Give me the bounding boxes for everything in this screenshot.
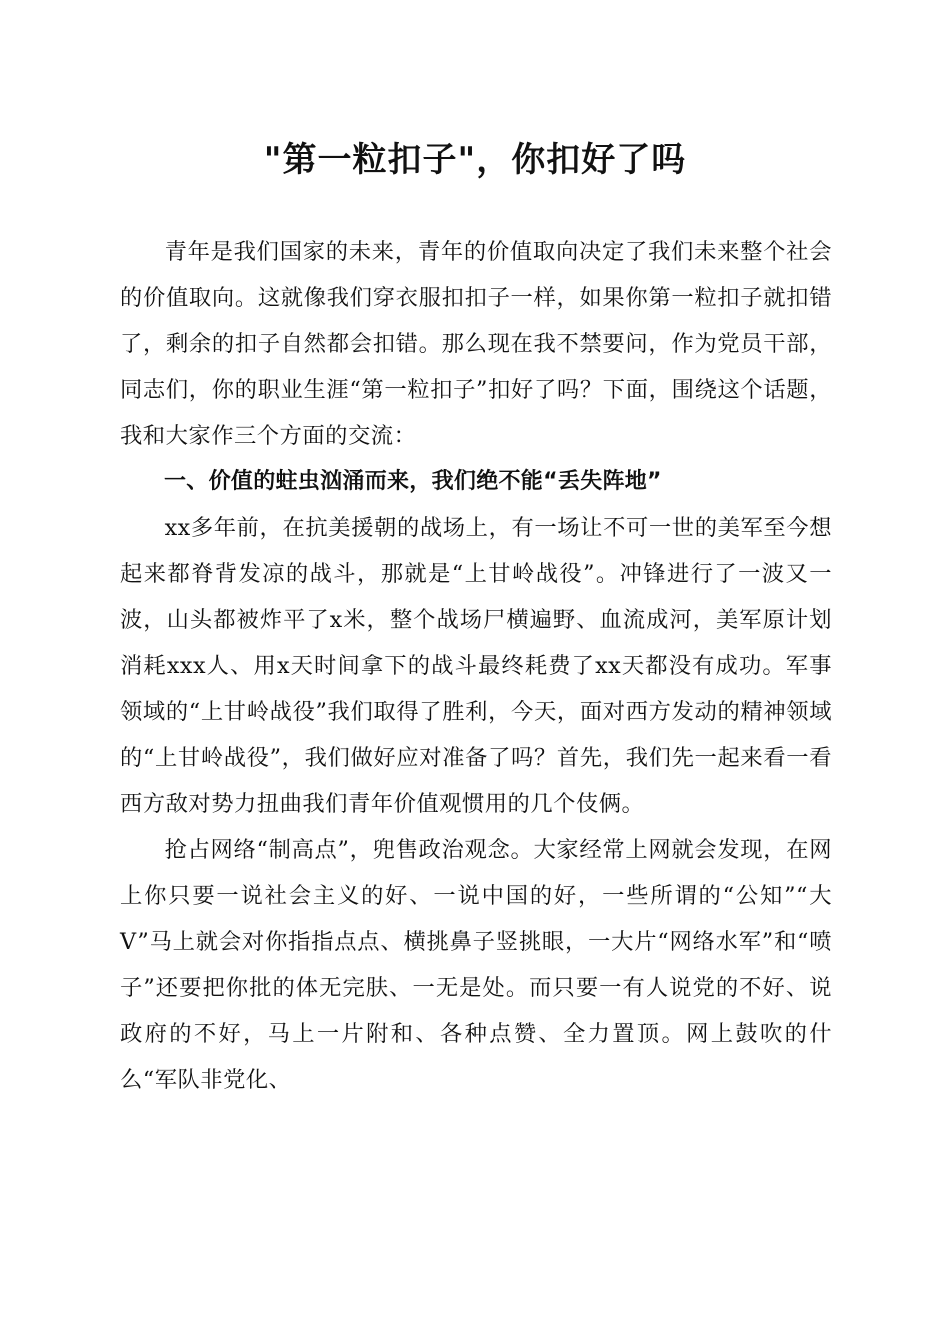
body-paragraph: xx多年前，在抗美援朝的战场上，有一场让不可一世的美军至今想起来都脊背发凉的战斗，那就是“上甘岭战役”。冲锋进行了一波又一波，山头都被炸平了x米，整个战场尸横遍野、血流成河，美军原计划消耗xxx人、用x天时间拿下的战斗最终耗费了xx天都没有成功。军事领域的“上甘岭战役”我们取得了胜利，今天，面对西方发动的精神领域的“上甘岭战役”，我们做好应对准备了吗？首先，我们先一起来看一看西方敌对势力扭曲我们青年价值观惯用的几个伎俩。 — [120, 515, 832, 817]
document-body — [120, 229, 832, 1103]
intro-paragraph: 青年是我们国家的未来，青年的价值取向决定了我们未来整个社会的价值取向。这就像我们穿衣服扣扣子一样，如果你第一粒扣子就扣错了，剩余的扣子自然都会扣错。那么现在我不禁要问，作为党员干部，同志们，你的职业生涯“第一粒扣子”扣好了吗？下面，围绕这个话题，我和大家作三个方面的交流： — [120, 239, 832, 449]
document-title: "第一粒扣子"，你扣好了吗 — [263, 140, 687, 180]
section-heading: 一、价值的蛀虫汹涌而来，我们绝不能“丢失阵地” — [164, 469, 662, 494]
body-paragraph: 抢占网络“制高点”，兜售政治观念。大家经常上网就会发现，在网上你只要一说社会主义的好、一说中国的好，一些所谓的“公知”“大V”马上就会对你指指点点、横挑鼻子竖挑眼，一大片“网络水军”和“喷子”还要把你批的体无完肤、一无是处。而只要一有人说党的不好、说政府的不好，马上一片附和、各种点赞、全力置顶。网上鼓吹的什么“军队非党化、 — [120, 837, 832, 1093]
